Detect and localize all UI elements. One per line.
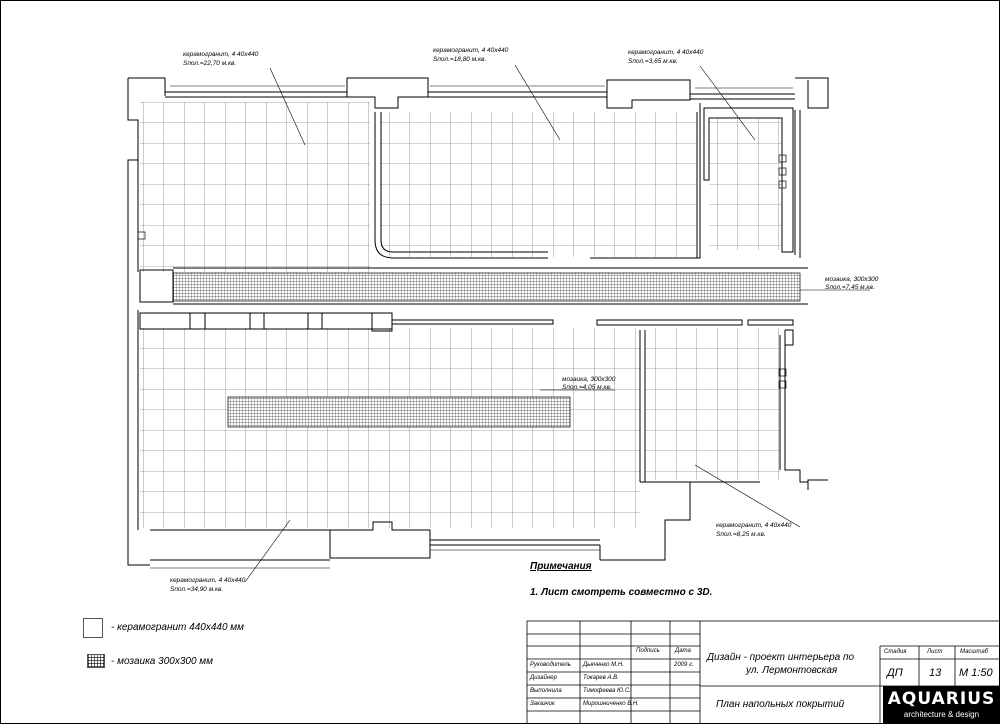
tb-role: Выполнила <box>530 688 562 694</box>
area-label-size: Sпол.=4,05 м.кв. <box>562 384 612 391</box>
tb-scale: М 1:50 <box>959 667 993 679</box>
tb-sheet-label: Лист <box>927 649 943 655</box>
legend-ceramic-label: - керамогранит 440х440 мм <box>111 622 245 633</box>
area-label-size: Sпол.=22,70 м.кв. <box>183 60 237 67</box>
area-label-size: Sпол.=7,45 м.кв. <box>825 284 875 291</box>
tb-col-date: Дата <box>675 648 691 654</box>
tile-area-room4 <box>645 328 780 480</box>
area-label-material: мозаика, 300х300 <box>825 276 879 283</box>
tb-stage: ДП <box>887 667 903 679</box>
area-label-material: керамогранит, 4 40х440 <box>628 49 704 56</box>
mosaic-hall-strip <box>228 397 570 427</box>
tb-scale-label: Масштаб <box>960 649 989 655</box>
mosaic-corridor <box>173 273 800 301</box>
tile-area-room1 <box>140 102 370 272</box>
tb-name: Токарев А.В. <box>583 675 619 681</box>
area-label-material: керамогранит, 4 40х440 <box>183 51 259 58</box>
note-item: 1. Лист смотреть совместно с 3D. <box>530 587 713 598</box>
logo-tagline: architecture & design <box>903 710 980 719</box>
tb-col-signature: Подпись <box>636 648 660 654</box>
area-label-size: Sпол.=18,80 м.кв. <box>433 56 487 63</box>
ceramic-tile-areas <box>140 102 782 528</box>
notes-title: Примечания <box>530 561 592 572</box>
tile-area-hall <box>140 328 640 528</box>
tb-role: Руководитель <box>530 662 571 668</box>
legend-mosaic-swatch <box>87 654 105 668</box>
area-label-material: керамогранит, 4 40х440 <box>433 47 509 54</box>
tb-sheet: 13 <box>929 667 942 679</box>
tb-stage-label: Стадия <box>884 649 907 655</box>
tb-sheet-title: План напольных покрытий <box>716 699 845 710</box>
area-label-material: мозаика, 300х300 <box>562 376 616 383</box>
area-label-size: Sпол.=8,25 м.кв. <box>716 531 766 538</box>
logo <box>883 686 1000 724</box>
tile-area-room2 <box>380 112 697 257</box>
logo-name: AQUARIUS <box>887 689 996 709</box>
legend-mosaic-label: - мозаика 300х300 мм <box>111 656 213 667</box>
area-label-size: Sпол.=3,65 м.кв. <box>628 58 678 65</box>
tb-role: Дизайнер <box>530 675 557 681</box>
tb-project-title-1: Дизайн - проект интерьера по <box>707 652 855 663</box>
area-label-size: Sпол.=34,90 м.кв. <box>170 586 224 593</box>
legend-ceramic-swatch <box>83 618 103 638</box>
tb-role: Заказчик <box>530 701 555 707</box>
tb-date: 2009 г. <box>674 662 694 668</box>
tb-project-title-2: ул. Лермонтовская <box>746 665 838 676</box>
area-label-material: керамогранит, 4 40х440 <box>716 522 792 529</box>
tb-name: Тимофеева Ю.С. <box>583 688 631 694</box>
tile-area-room3 <box>709 118 782 250</box>
tb-name: Дьяченко М.Н. <box>583 662 624 668</box>
tb-name: Мирошниченко В.Н. <box>583 701 639 707</box>
area-label-material: керамогранит, 4 40х440 <box>170 577 246 584</box>
